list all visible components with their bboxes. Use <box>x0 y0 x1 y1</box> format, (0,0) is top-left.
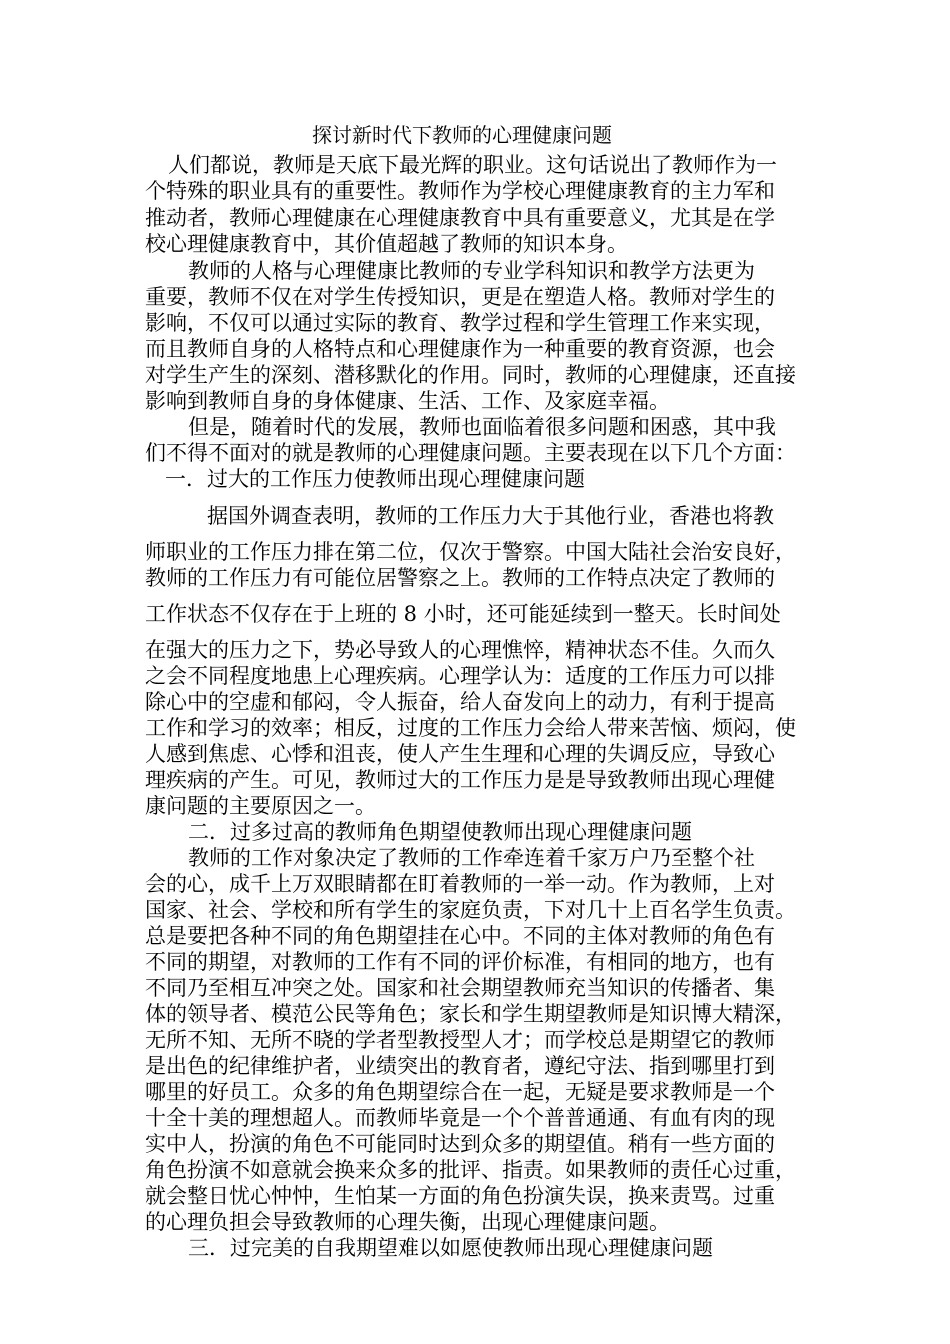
paragraph-line: 对学生产生的深刻、潜移默化的作用。同时，教师的心理健康，还直接 <box>145 363 796 387</box>
paragraph-line: 教师的工作对象决定了教师的工作牵连着千家万户乃至整个社 <box>188 846 755 870</box>
paragraph-line: 影响，不仅可以通过实际的教育、教学过程和学生管理工作来实现， <box>145 311 775 335</box>
paragraph-line: 体的领导者、模范公民等角色；家长和学生期望教师是知识博大精深， <box>145 1002 796 1026</box>
paragraph-line: 但是，随着时代的发展，教师也面临着很多问题和困惑，其中我 <box>188 415 776 439</box>
paragraph-line: 是出色的纪律维护者，业绩突出的教育者，遵纪守法、指到哪里打到 <box>145 1054 775 1078</box>
paragraph-line: 不同的期望，对教师的工作有不同的评价标准，有相同的地方，也有 <box>145 950 775 974</box>
paragraph-line: 工作状态不仅存在于上班的 8 小时，还可能延续到一整天。长时间处 <box>145 602 781 626</box>
paragraph-line: 而且教师自身的人格特点和心理健康作为一种重要的教育资源，也会 <box>145 337 775 361</box>
paragraph-line: 人们都说，教师是天底下最光辉的职业。这句话说出了教师作为一 <box>168 153 777 177</box>
paragraph-line: 推动者，教师心理健康在心理健康教育中具有重要意义，尤其是在学 <box>145 206 775 230</box>
paragraph-line: 角色扮演不如意就会换来众多的批评、指责。如果教师的责任心过重， <box>145 1158 796 1182</box>
paragraph-line: 总是要把各种不同的角色期望挂在心中。不同的主体对教师的角色有 <box>145 924 775 948</box>
paragraph-line: 理疾病的产生。可见，教师过大的工作压力是是导致教师出现心理健 <box>145 768 775 792</box>
paragraph-line: 工作和学习的效率；相反，过度的工作压力会给人带来苦恼、烦闷，使 <box>145 716 796 740</box>
paragraph-line: 哪里的好员工。众多的角色期望综合在一起，无疑是要求教师是一个 <box>145 1080 775 1104</box>
paragraph-line: 康问题的主要原因之一。 <box>145 794 376 818</box>
paragraph-line: 据国外调查表明，教师的工作压力大于其他行业，香港也将教 <box>207 504 774 528</box>
section-heading: 一．过大的工作压力使教师出现心理健康问题 <box>165 467 585 491</box>
paragraph-line: 重要，教师不仅在对学生传授知识，更是在塑造人格。教师对学生的 <box>145 285 775 309</box>
paragraph-line: 在强大的压力之下，势必导致人的心理憔悴，精神状态不佳。久而久 <box>145 638 775 662</box>
paragraph-line: 教师的工作压力有可能位居警察之上。教师的工作特点决定了教师的 <box>145 566 775 590</box>
paragraph-line: 教师的人格与心理健康比教师的专业学科知识和教学方法更为 <box>188 259 755 283</box>
paragraph-line: 个特殊的职业具有的重要性。教师作为学校心理健康教育的主力军和 <box>145 179 775 203</box>
paragraph-line: 校心理健康教育中，其价值超越了教师的知识本身。 <box>145 232 628 256</box>
paragraph-line: 之会不同程度地患上心理疾病。心理学认为：适度的工作压力可以排 <box>145 664 775 688</box>
paragraph-line: 国家、社会、学校和所有学生的家庭负责，下对几十上百名学生负责。 <box>145 898 796 922</box>
paragraph-line: 实中人，扮演的角色不可能同时达到众多的期望值。稍有一些方面的 <box>145 1132 775 1156</box>
paragraph-line: 们不得不面对的就是教师的心理健康问题。主要表现在以下几个方面： <box>145 441 796 465</box>
paragraph-line: 的心理负担会导致教师的心理失衡，出现心理健康问题。 <box>145 1210 670 1234</box>
paragraph-line: 师职业的工作压力排在第二位，仅次于警察。中国大陆社会治安良好， <box>145 540 796 564</box>
paragraph-line: 无所不知、无所不晓的学者型教授型人才；而学校总是期望它的教师 <box>145 1028 775 1052</box>
document-title: 探讨新时代下教师的心理健康问题 <box>312 123 612 147</box>
paragraph-line: 不同乃至相互冲突之处。国家和社会期望教师充当知识的传播者、集 <box>145 976 775 1000</box>
section-heading: 三．过完美的自我期望难以如愿使教师出现心理健康问题 <box>188 1236 713 1260</box>
section-heading: 二．过多过高的教师角色期望使教师出现心理健康问题 <box>188 820 692 844</box>
paragraph-line: 十全十美的理想超人。而教师毕竟是一个个普普通通、有血有肉的现 <box>145 1106 775 1130</box>
paragraph-line: 除心中的空虚和郁闷，令人振奋，给人奋发向上的动力，有利于提高 <box>145 690 775 714</box>
paragraph-line: 会的心，成千上万双眼睛都在盯着教师的一举一动。作为教师，上对 <box>145 872 775 896</box>
paragraph-line: 人感到焦虑、心悸和沮丧，使人产生生理和心理的失调反应，导致心 <box>145 742 775 766</box>
paragraph-line: 就会整日忧心忡忡，生怕某一方面的角色扮演失误，换来责骂。过重 <box>145 1184 775 1208</box>
paragraph-line: 影响到教师自身的身体健康、生活、工作、及家庭幸福。 <box>145 389 670 413</box>
